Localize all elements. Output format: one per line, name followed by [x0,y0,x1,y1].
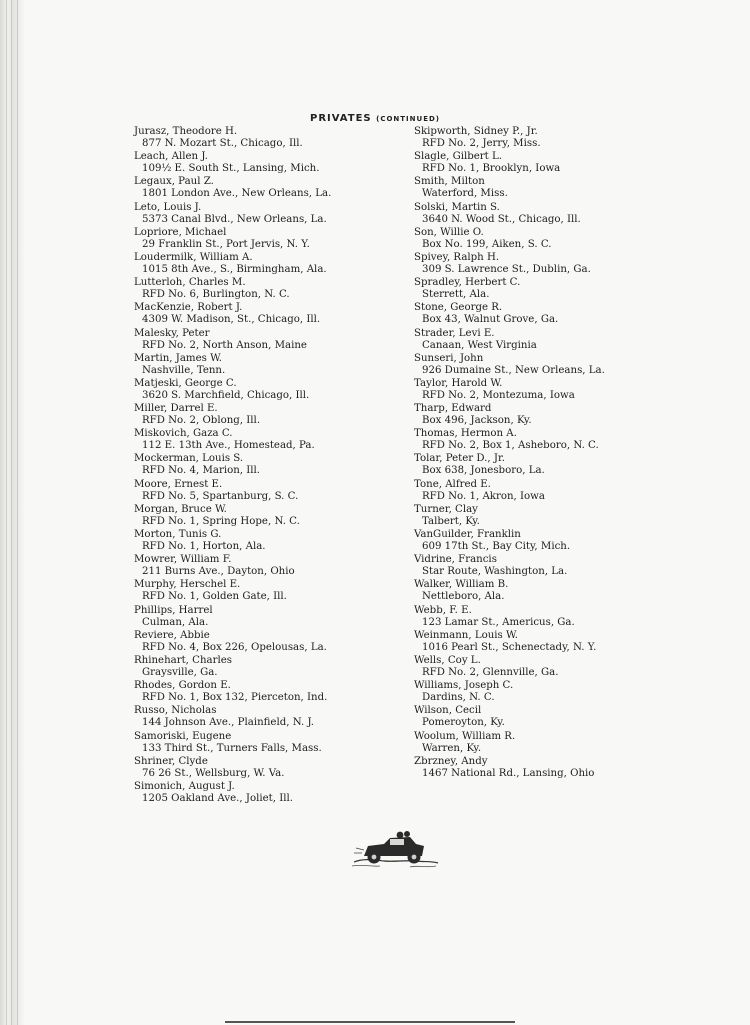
roster-entry [414,353,644,378]
entry-address: 1016 Pearl St., Schenectady, N. Y. [422,641,597,653]
heading-subtitle: (CONTINUED) [376,115,440,123]
entry-name: Leach, Allen J. [134,151,208,163]
entry-name: Moore, Ernest E. [134,478,223,490]
entry-name: Zbrzney, Andy [414,755,488,767]
binding-line [11,0,12,1025]
entry-name: Taylor, Harold W. [414,377,503,389]
roster-entry [134,353,404,378]
entry-name: Russo, Nicholas [134,705,217,717]
roster-entry [134,630,404,655]
entry-name: Wells, Coy L. [414,654,481,666]
entry-name: Rhinehart, Charles [134,654,232,666]
entry-name: Wilson, Cecil [414,705,482,717]
entry-name: Stone, George R. [414,302,503,314]
roster-entry [414,227,644,252]
entry-address: Canaan, West Virginia [422,339,537,351]
roster-entry [134,277,404,302]
entry-address: Nettleboro, Ala. [422,591,505,603]
roster-entry [414,579,644,604]
roster-entry [414,655,644,680]
roster-entry [134,705,404,730]
entry-name: VanGuilder, Franklin [414,529,521,540]
entry-address: 211 Burns Ave., Dayton, Ohio [142,566,295,578]
roster-entry [134,605,404,630]
roster-entry [134,252,404,277]
bottom-rule [225,1021,515,1023]
entry-address: 877 N. Mozart St., Chicago, Ill. [142,138,303,149]
entry-address: 1015 8th Ave., S., Birmingham, Ala. [142,263,327,275]
entry-name: Tolar, Peter D., Jr. [414,453,505,465]
roster-entry [414,504,644,529]
roster-entry [134,227,404,252]
entry-address: RFD No. 2, North Anson, Maine [142,339,307,351]
roster-entry [414,705,644,730]
entry-address: RFD No. 2, Box 1, Asheboro, N. C. [422,440,599,452]
entry-name: Legaux, Paul Z. [134,176,214,188]
entry-name: Samoriski, Eugene [134,730,232,742]
roster-entry [414,731,644,756]
entry-address: RFD No. 4, Marion, Ill. [142,465,261,477]
entry-address: RFD No. 6, Burlington, N. C. [142,289,290,301]
entry-name: Weinmann, Louis W. [414,629,518,641]
roster-entry [134,328,404,353]
entry-address: 76 26 St., Wellsburg, W. Va. [142,767,285,779]
roster-entry [134,428,404,453]
roster-entry [414,328,644,353]
entry-address: RFD No. 5, Spartanburg, S. C. [142,490,299,502]
entry-address: 29 Franklin St., Port Jervis, N. Y. [142,238,310,250]
entry-name: Reviere, Abbie [134,629,210,641]
roster-entry [414,680,644,705]
heading-title: PRIVATES [310,113,372,124]
entry-address: Box 496, Jackson, Ky. [422,415,532,427]
entry-address: Culman, Ala. [142,616,209,628]
entry-address: 609 17th St., Bay City, Mich. [422,541,571,552]
roster-entry [414,756,644,781]
entry-address: 1801 London Ave., New Orleans, La. [142,188,332,200]
entry-address: Graysville, Ga. [142,666,218,678]
entry-address: 123 Lamar St., Americus, Ga. [422,616,575,628]
entry-address: Sterrett, Ala. [422,289,490,301]
entry-address: 5373 Canal Blvd., New Orleans, La. [142,213,327,225]
entry-name: Phillips, Harrel [134,604,213,616]
entry-name: Turner, Clay [414,503,478,515]
entry-name: Shriner, Clyde [134,755,208,767]
page-heading [0,113,750,124]
entry-name: Thomas, Hermon A. [414,428,517,440]
entry-name: Son, Willie O. [414,226,484,238]
jeep-icon [350,826,440,872]
entry-address: 3640 N. Wood St., Chicago, Ill. [422,213,581,225]
entry-name: Leto, Louis J. [134,201,202,213]
entry-address: RFD No. 1, Box 132, Pierceton, Ind. [142,692,328,704]
left-roster-column [134,126,404,806]
entry-address: 133 Third St., Turners Falls, Mass. [142,742,322,754]
roster-entry [414,126,644,151]
roster-entry [414,428,644,453]
page-binding-edge [0,0,24,1025]
entry-name: Mowrer, William F. [134,554,232,566]
entry-name: Loudermilk, William A. [134,251,253,263]
roster-entry [134,378,404,403]
entry-name: Miskovich, Gaza C. [134,428,233,440]
entry-name: Skipworth, Sidney P., Jr. [414,126,538,137]
entry-address: Star Route, Washington, La. [422,566,568,578]
roster-entry [414,479,644,504]
entry-name: Spivey, Ralph H. [414,251,500,263]
entry-name: Rhodes, Gordon E. [134,680,231,692]
entry-address: 1467 National Rd., Lansing, Ohio [422,767,595,779]
entry-address: Dardins, N. C. [422,692,495,704]
entry-address: RFD No. 2, Glennville, Ga. [422,666,559,678]
entry-name: Tone, Alfred E. [414,478,491,490]
entry-address: RFD No. 1, Brooklyn, Iowa [422,163,561,175]
roster-entry [134,529,404,554]
entry-name: Morton, Tunis G. [134,529,222,540]
entry-address: Box 43, Walnut Grove, Ga. [422,314,559,326]
entry-address: Box 638, Jonesboro, La. [422,465,545,477]
roster-entry [134,126,404,151]
entry-name: Slagle, Gilbert L. [414,151,503,163]
entry-name: Mockerman, Louis S. [134,453,244,465]
roster-entry [134,479,404,504]
entry-name: Woolum, William R. [414,730,516,742]
entry-address: RFD No. 2, Montezuma, Iowa [422,389,575,401]
entry-address: 4309 W. Madison, St., Chicago, Ill. [142,314,321,326]
roster-entry [134,655,404,680]
entry-address: Warren, Ky. [422,742,482,754]
roster-entry [414,151,644,176]
entry-address: Nashville, Tenn. [142,364,226,376]
roster-entry [414,605,644,630]
roster-entry [134,453,404,478]
entry-name: Webb, F. E. [414,604,472,616]
roster-entry [134,680,404,705]
entry-name: Williams, Joseph C. [414,680,514,692]
entry-name: Matjeski, George C. [134,377,237,389]
entry-name: Miller, Darrel E. [134,403,218,415]
entry-address: RFD No. 1, Horton, Ala. [142,541,266,552]
binding-line [17,0,18,1025]
roster-entry [134,302,404,327]
right-roster-column [414,126,644,781]
roster-entry [134,579,404,604]
entry-address: Pomeroyton, Ky. [422,717,505,729]
entry-name: Morgan, Bruce W. [134,503,227,515]
roster-entry [414,529,644,554]
entry-name: Solski, Martin S. [414,201,500,213]
entry-name: Malesky, Peter [134,327,210,339]
roster-entry [414,378,644,403]
roster-entry [134,731,404,756]
roster-entry [134,403,404,428]
entry-address: RFD No. 4, Box 226, Opelousas, La. [142,641,327,653]
entry-address: RFD No. 2, Oblong, Ill. [142,415,261,427]
roster-entry [414,252,644,277]
roster-entry [134,151,404,176]
entry-name: Smith, Milton [414,176,485,188]
entry-name: Jurasz, Theodore H. [134,126,238,137]
roster-entry [134,756,404,781]
entry-name: Sunseri, John [414,352,484,364]
entry-address: Waterford, Miss. [422,188,508,200]
entry-name: Vidrine, Francis [414,554,497,566]
roster-entry [414,277,644,302]
entry-name: Walker, William B. [414,579,509,591]
entry-address: 309 S. Lawrence St., Dublin, Ga. [422,263,591,275]
roster-entry [414,176,644,201]
entry-address: 1205 Oakland Ave., Joliet, Ill. [142,792,293,804]
roster-entry [134,781,404,806]
entry-address: 3620 S. Marchfield, Chicago, Ill. [142,389,310,401]
entry-name: Strader, Levi E. [414,327,495,339]
roster-entry [414,453,644,478]
entry-name: Lutterloh, Charles M. [134,277,246,289]
entry-name: Martin, James W. [134,352,223,364]
entry-address: 926 Dumaine St., New Orleans, La. [422,364,605,376]
entry-address: 144 Johnson Ave., Plainfield, N. J. [142,717,314,729]
entry-address: RFD No. 1, Spring Hope, N. C. [142,515,300,527]
entry-address: Talbert, Ky. [422,515,480,527]
entry-name: Murphy, Herschel E. [134,579,241,591]
entry-address: Box No. 199, Aiken, S. C. [422,238,552,250]
entry-name: Simonich, August J. [134,780,235,792]
roster-entry [414,302,644,327]
entry-address: RFD No. 1, Akron, Iowa [422,490,545,502]
entry-name: MacKenzie, Robert J. [134,302,243,314]
entry-address: RFD No. 1, Golden Gate, Ill. [142,591,287,603]
roster-entry [414,202,644,227]
roster-entry [414,403,644,428]
roster-entry [414,630,644,655]
entry-name: Tharp, Edward [414,403,492,415]
entry-address: 112 E. 13th Ave., Homestead, Pa. [142,440,315,452]
roster-entry [134,176,404,201]
roster-entry [134,504,404,529]
entry-address: 109½ E. South St., Lansing, Mich. [142,163,320,175]
roster-entry [414,554,644,579]
entry-name: Lopriore, Michael [134,226,227,238]
binding-line [6,0,7,1025]
roster-entry [134,554,404,579]
roster-entry [134,202,404,227]
entry-address: RFD No. 2, Jerry, Miss. [422,138,541,149]
entry-name: Spradley, Herbert C. [414,277,521,289]
